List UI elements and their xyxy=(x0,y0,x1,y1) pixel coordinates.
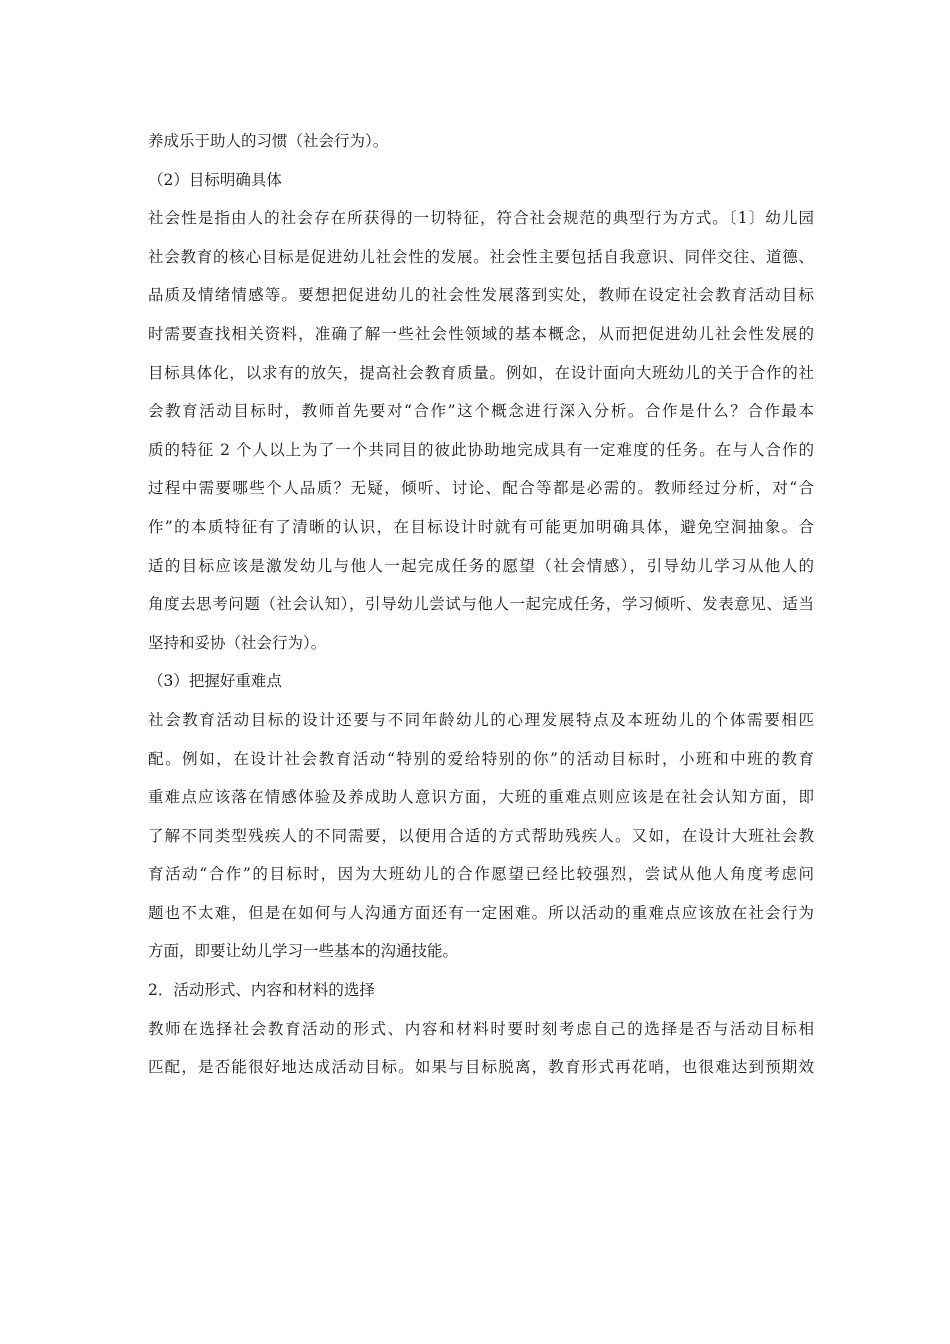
text-line: 育活动“合作”的目标时，因为大班幼儿的合作愿望已经比较强烈，尝试从他人角度考虑问 xyxy=(148,865,814,884)
paragraph-material-selection xyxy=(148,1016,814,1082)
document-page xyxy=(148,128,814,1093)
text-line: 社会教育的核心目标是促进幼儿社会性的发展。社会性主要包括自我意识、同伴交往、道德、 xyxy=(148,247,814,266)
text-line: 匹配，是否能很好地达成活动目标。如果与目标脱离，教育形式再花哨，也很难达到预期效 xyxy=(148,1058,814,1077)
text-line: 作”的本质特征有了清晰的认识，在目标设计时就有可能更加明确具体，避免空洞抽象。合 xyxy=(148,517,814,536)
text-line: 品质及情绪情感等。要想把促进幼儿的社会性发展落到实处，教师在设定社会教育活动目标 xyxy=(148,286,814,305)
section-heading: （3）把握好重难点 xyxy=(148,672,282,691)
section-heading: （2）目标明确具体 xyxy=(148,170,282,189)
paragraph-age-matching xyxy=(148,707,814,966)
text-line: 方面，即要让幼儿学习一些基本的沟通技能。 xyxy=(148,942,459,961)
text-line: 会教育活动目标时，教师首先要对“合作”这个概念进行深入分析。合作是什么？合作最本 xyxy=(148,402,814,421)
text-line: 质的特征 2 个人以上为了一个共同目的彼此协助地完成具有一定难度的任务。在与人合作的 xyxy=(148,440,814,459)
heading-activity-form xyxy=(148,977,814,1004)
text-line: 配。例如，在设计社会教育活动“特别的爱给特别的你”的活动目标时，小班和中班的教育 xyxy=(148,749,814,768)
text-line: 适的目标应该是激发幼儿与他人一起完成任务的愿望（社会情感），引导幼儿学习从他人的 xyxy=(148,556,814,575)
text-line: 坚持和妥协（社会行为）。 xyxy=(148,633,327,652)
text-line: 角度去思考问题（社会认知），引导幼儿尝试与他人一起完成任务，学习倾听、发表意见、适当 xyxy=(148,595,814,614)
text-line: 社会教育活动目标的设计还要与不同年龄幼儿的心理发展特点及本班幼儿的个体需要相匹 xyxy=(148,710,814,729)
text-line: 过程中需要哪些个人品质？无疑，倾听、讨论、配合等都是必需的。教师经过分析，对“合 xyxy=(148,479,814,498)
text-line: 了解不同类型残疾人的不同需要，以便用合适的方式帮助残疾人。又如，在设计大班社会教 xyxy=(148,826,814,845)
text-line: 社会性是指由人的社会存在所获得的一切特征，符合社会规范的典型行为方式。〔1〕幼儿园 xyxy=(148,209,814,228)
text-line: 教师在选择社会教育活动的形式、内容和材料时要时刻考虑自己的选择是否与活动目标相 xyxy=(148,1019,814,1038)
paragraph-social-behavior-end xyxy=(148,128,814,155)
text-line: 目标具体化，以求有的放矢，提高社会教育质量。例如，在设计面向大班幼儿的关于合作的社 xyxy=(148,363,814,382)
text-line: 重难点应该落在情感体验及养成助人意识方面，大班的重难点则应该是在社会认知方面，即 xyxy=(148,788,814,807)
text-line: 养成乐于助人的习惯（社会行为）。 xyxy=(148,132,389,150)
text-line: 题也不太难，但是在如何与人沟通方面还有一定困难。所以活动的重难点应该放在社会行为 xyxy=(148,903,814,922)
section-heading: 2．活动形式、内容和材料的选择 xyxy=(148,981,375,1000)
paragraph-sociality-definition xyxy=(148,205,814,657)
heading-goal-specific xyxy=(148,167,814,194)
text-line: 时需要查找相关资料，准确了解一些社会性领域的基本概念，从而把促进幼儿社会性发展的 xyxy=(148,324,814,343)
heading-key-difficulties xyxy=(148,668,814,695)
